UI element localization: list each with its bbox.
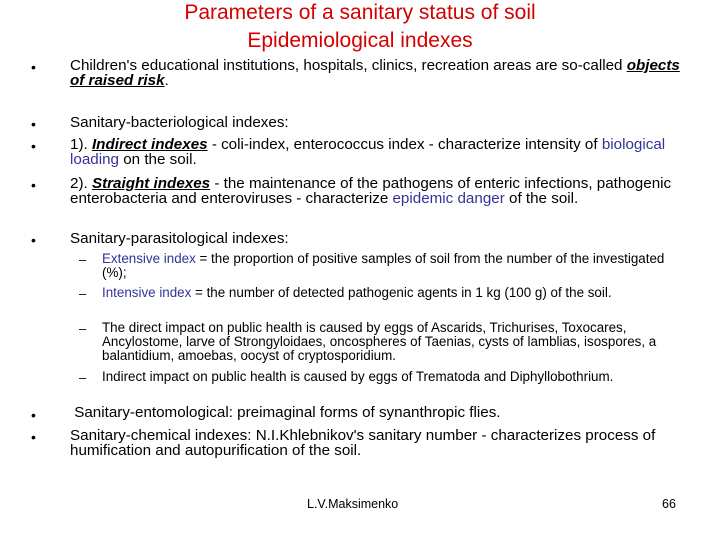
highlight-text: Extensive index [102,251,196,266]
sub-extensive-index [102,252,692,280]
bullet-marker: • [31,429,36,445]
sub-bullet-dash: – [79,370,87,385]
sub-text: = the number of detected pathogenic agents in 1 kg (100 g) of the soil. [191,285,612,300]
highlight-text: Intensive index [102,285,192,300]
bullet-marker: • [31,177,36,193]
bullet-text: - the maintenance of the pathogens of enteric infections, pathogenic enterobacteria and enteroviruses - characterize [70,175,672,207]
bullet-objects-of-raised-risk [70,58,690,88]
bullet-marker: • [31,59,36,75]
slide-title-line2: Epidemiological indexes [247,29,473,52]
highlight-text: biological loading [70,136,666,168]
bullet-marker: • [31,407,36,423]
bullet-text: Children's educational institutions, hospitals, clinics, recreation areas are so-called [70,57,627,74]
bullet-text-end: on the soil. [118,151,197,168]
sub-intensive-index [102,286,692,300]
bullet-prefix: 1). [70,136,92,153]
bullet-indirect-indexes [70,137,690,167]
sub-bullet-dash: – [79,321,87,336]
slide-title-line1: Parameters of a sanitary status of soil [184,1,536,24]
bullet-text: - coli-index, enterococcus index - characterize intensity of [207,136,602,153]
bullet-chemical-indexes: Sanitary-chemical indexes: N.I.Khlebnikov's sanitary number - characterizes process of humification and autopurification of the soil. [70,427,656,459]
bullet-straight-indexes [70,176,690,206]
bullet-marker: • [31,138,36,154]
bullet-entomological: Sanitary-entomological: preimaginal forms of synanthropic flies. [70,404,501,421]
bullet-text-end: of the soil. [504,190,579,207]
page-number: 66 [662,497,676,511]
bullet-parasitological-heading: Sanitary-parasitological indexes: [70,230,289,247]
bullet-text-end: . [164,72,169,89]
bullet-marker: • [31,116,36,132]
highlight-text: epidemic danger [392,190,505,207]
footer-author: L.V.Maksimenko [307,497,399,511]
sub-bullet-dash: – [79,286,87,301]
sub-direct-impact: The direct impact on public health is caused by eggs of Ascarids, Trichurises, Toxocares, Ancylostome, larve of Strongyloidaes, oncospheres of Taenias, cysts of lamblias, isospores, a balantidium, amoebas, oocyst of cryptosporidium. [102,320,657,363]
bullet-bacteriological-heading: Sanitary-bacteriological indexes: [70,114,289,131]
bullet-prefix: 2). [70,175,92,192]
sub-indirect-impact: Indirect impact on public health is caused by eggs of Trematoda and Diphyllobothrium. [102,369,614,384]
sub-text: = the proportion of positive samples of soil from the number of the investigated (%); [102,251,665,280]
emphasis-text: objects of raised risk [70,57,680,89]
emphasis-text: Indirect indexes [91,136,208,153]
bullet-marker: • [31,232,36,248]
sub-bullet-dash: – [79,252,87,267]
emphasis-text: Straight indexes [91,175,211,192]
